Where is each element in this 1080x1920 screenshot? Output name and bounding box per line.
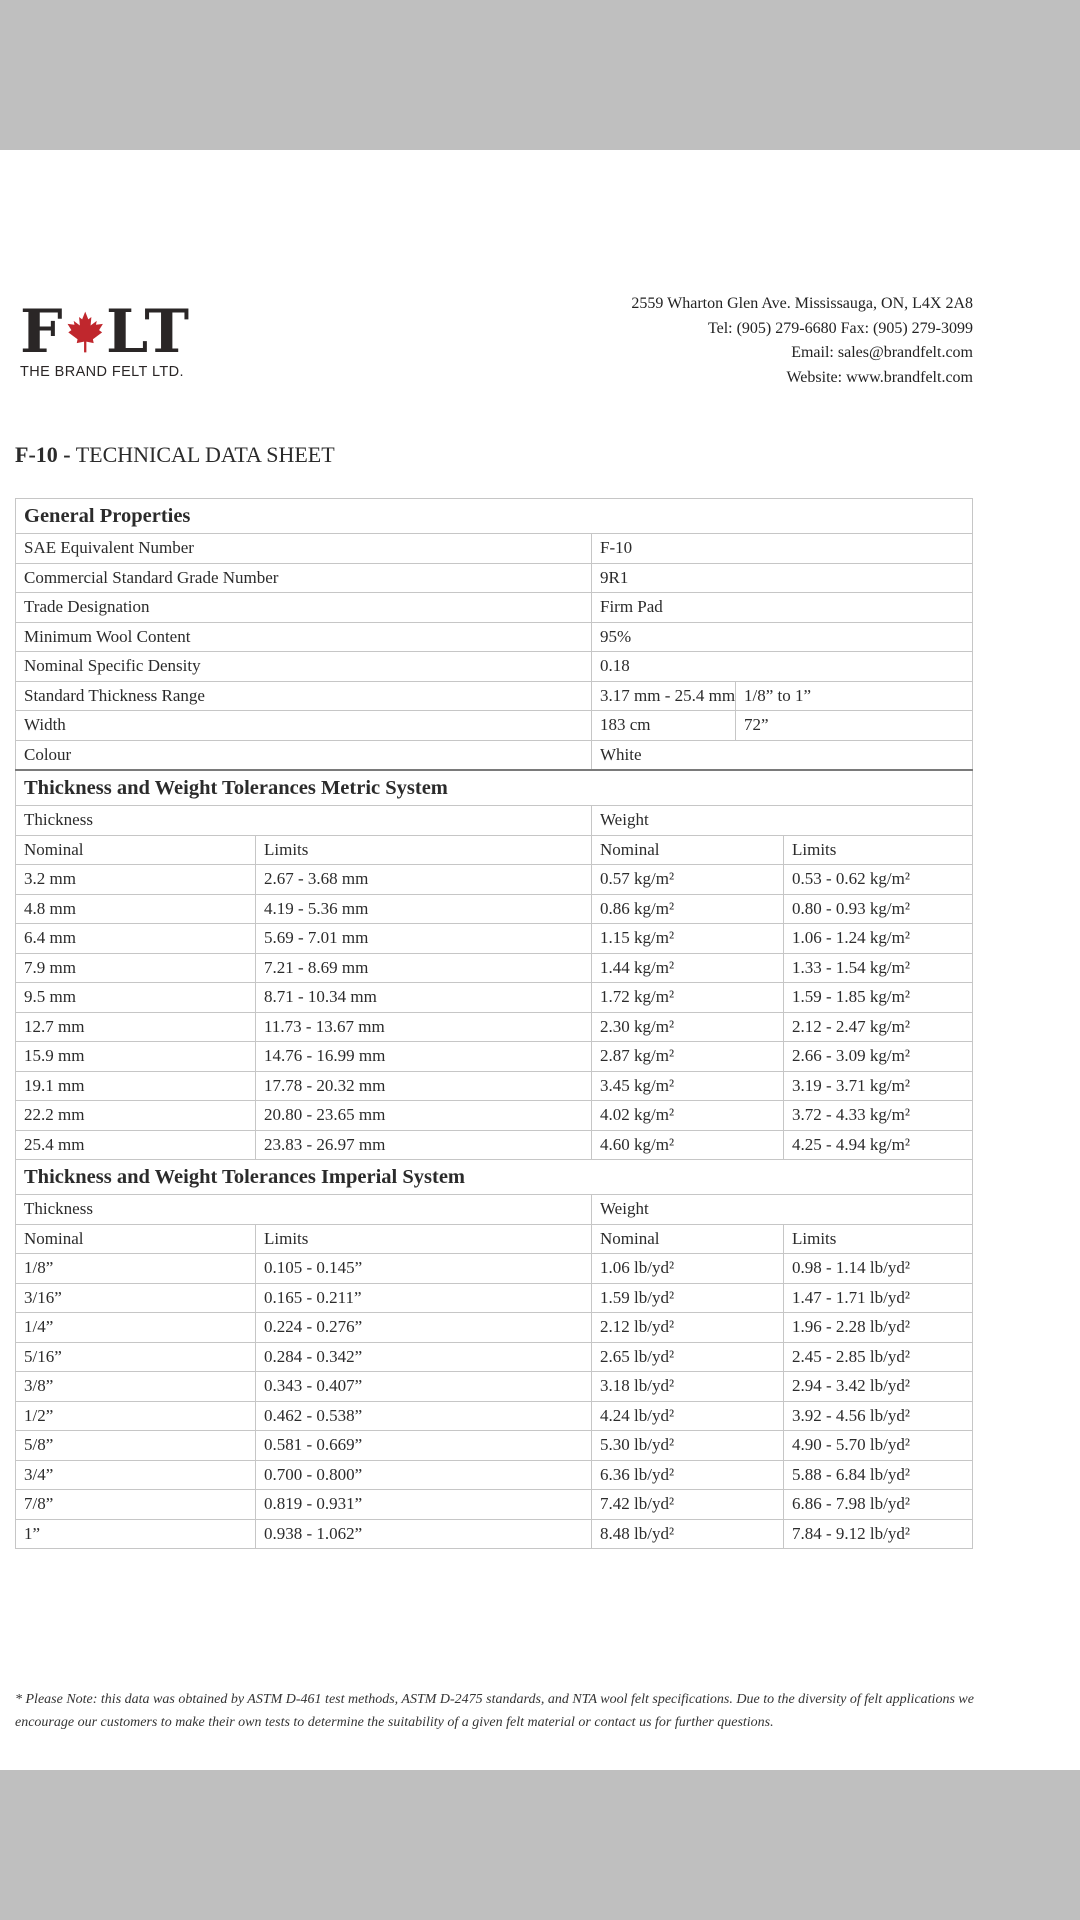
weight-nominal: 1.15 kg/m²	[592, 924, 784, 954]
group-label-weight: Weight	[592, 1195, 973, 1225]
weight-limits: 7.84 - 9.12 lb/yd²	[784, 1519, 973, 1549]
weight-limits: 4.90 - 5.70 lb/yd²	[784, 1431, 973, 1461]
thickness-limits: 23.83 - 26.97 mm	[256, 1130, 592, 1160]
thickness-limits: 0.105 - 0.145”	[256, 1254, 592, 1284]
property-value: 3.17 mm - 25.4 mm	[592, 681, 736, 711]
weight-limits: 1.47 - 1.71 lb/yd²	[784, 1283, 973, 1313]
thickness-nominal: 5/16”	[16, 1342, 256, 1372]
thickness-nominal: 3/16”	[16, 1283, 256, 1313]
section-title: Thickness and Weight Tolerances Imperial System	[16, 1160, 973, 1195]
thickness-nominal: 19.1 mm	[16, 1071, 256, 1101]
weight-limits: 0.53 - 0.62 kg/m²	[784, 865, 973, 895]
weight-nominal: 2.12 lb/yd²	[592, 1313, 784, 1343]
thickness-limits: 5.69 - 7.01 mm	[256, 924, 592, 954]
weight-limits: 2.66 - 3.09 kg/m²	[784, 1042, 973, 1072]
thickness-nominal: 25.4 mm	[16, 1130, 256, 1160]
thickness-nominal: 22.2 mm	[16, 1101, 256, 1131]
table-row	[16, 1101, 973, 1131]
weight-limits: 0.98 - 1.14 lb/yd²	[784, 1254, 973, 1284]
product-code: F-10 -	[15, 442, 71, 467]
property-value: White	[592, 740, 973, 770]
table-row	[16, 1519, 973, 1549]
group-header-row	[16, 806, 973, 836]
logo-wordmark	[20, 297, 190, 367]
property-label: SAE Equivalent Number	[16, 534, 592, 564]
thickness-nominal: 1”	[16, 1519, 256, 1549]
property-value-alt: 1/8” to 1”	[736, 681, 973, 711]
group-label-thickness: Thickness	[16, 1195, 592, 1225]
maple-leaf-icon	[66, 305, 104, 359]
property-label: Trade Designation	[16, 593, 592, 623]
property-label: Standard Thickness Range	[16, 681, 592, 711]
table-row	[16, 1012, 973, 1042]
weight-nominal: 3.18 lb/yd²	[592, 1372, 784, 1402]
property-row	[16, 534, 973, 564]
weight-limits: 4.25 - 4.94 kg/m²	[784, 1130, 973, 1160]
property-row	[16, 593, 973, 623]
document-title-text: TECHNICAL DATA SHEET	[75, 442, 335, 467]
property-label: Colour	[16, 740, 592, 770]
weight-nominal: 1.44 kg/m²	[592, 953, 784, 983]
thickness-limits: 0.284 - 0.342”	[256, 1342, 592, 1372]
company-address: 2559 Wharton Glen Ave. Mississauga, ON, L4X 2A8	[631, 295, 973, 312]
contact-block	[631, 292, 973, 390]
thickness-limits: 0.343 - 0.407”	[256, 1372, 592, 1402]
technical-data-table	[15, 498, 973, 1549]
weight-limits: 2.12 - 2.47 kg/m²	[784, 1012, 973, 1042]
table-row	[16, 1401, 973, 1431]
table-row	[16, 1130, 973, 1160]
property-label: Commercial Standard Grade Number	[16, 563, 592, 593]
weight-nominal: 2.30 kg/m²	[592, 1012, 784, 1042]
weight-nominal: 8.48 lb/yd²	[592, 1519, 784, 1549]
document-page	[0, 150, 1080, 1770]
section-title: General Properties	[16, 499, 973, 534]
thickness-nominal: 5/8”	[16, 1431, 256, 1461]
thickness-nominal: 7.9 mm	[16, 953, 256, 983]
thickness-limits: 4.19 - 5.36 mm	[256, 894, 592, 924]
thickness-nominal: 1/2”	[16, 1401, 256, 1431]
table-row	[16, 1460, 973, 1490]
thickness-limits: 0.224 - 0.276”	[256, 1313, 592, 1343]
weight-limits: 0.80 - 0.93 kg/m²	[784, 894, 973, 924]
weight-nominal: 7.42 lb/yd²	[592, 1490, 784, 1520]
thickness-limits: 0.700 - 0.800”	[256, 1460, 592, 1490]
thickness-limits: 0.462 - 0.538”	[256, 1401, 592, 1431]
thickness-nominal: 1/4”	[16, 1313, 256, 1343]
thickness-limits: 8.71 - 10.34 mm	[256, 983, 592, 1013]
weight-limits: 1.96 - 2.28 lb/yd²	[784, 1313, 973, 1343]
weight-nominal: 0.57 kg/m²	[592, 865, 784, 895]
weight-nominal: 4.02 kg/m²	[592, 1101, 784, 1131]
column-header: Limits	[784, 1224, 973, 1254]
thickness-nominal: 4.8 mm	[16, 894, 256, 924]
group-label-thickness: Thickness	[16, 806, 592, 836]
section-header-imperial	[16, 1160, 973, 1195]
thickness-nominal: 3.2 mm	[16, 865, 256, 895]
thickness-limits: 11.73 - 13.67 mm	[256, 1012, 592, 1042]
logo-letters-lt: LT	[106, 297, 190, 367]
column-header-row	[16, 1224, 973, 1254]
table-row	[16, 1071, 973, 1101]
section-header-metric	[16, 770, 973, 806]
property-label: Minimum Wool Content	[16, 622, 592, 652]
property-value: 183 cm	[592, 711, 736, 741]
logo-letter-f: F	[20, 297, 64, 367]
thickness-nominal: 12.7 mm	[16, 1012, 256, 1042]
section-header-general	[16, 499, 973, 534]
thickness-nominal: 6.4 mm	[16, 924, 256, 954]
company-logo	[20, 297, 190, 380]
column-header: Nominal	[16, 835, 256, 865]
property-label: Width	[16, 711, 592, 741]
table-row	[16, 953, 973, 983]
table-row	[16, 1342, 973, 1372]
weight-limits: 2.45 - 2.85 lb/yd²	[784, 1342, 973, 1372]
weight-nominal: 5.30 lb/yd²	[592, 1431, 784, 1461]
footnote: * Please Note: this data was obtained by ASTM D-461 test methods, ASTM D-2475 standards, and NTA wool felt specifications. Due to the diversity of felt applications we encourage our customers to make their own tests to determine the suitability of a given felt material or contact us for further questions.	[15, 1692, 974, 1730]
thickness-nominal: 15.9 mm	[16, 1042, 256, 1072]
thickness-limits: 0.938 - 1.062”	[256, 1519, 592, 1549]
weight-nominal: 1.06 lb/yd²	[592, 1254, 784, 1284]
column-header: Limits	[256, 835, 592, 865]
weight-nominal: 4.60 kg/m²	[592, 1130, 784, 1160]
document-title	[15, 442, 335, 468]
thickness-limits: 0.819 - 0.931”	[256, 1490, 592, 1520]
weight-nominal: 0.86 kg/m²	[592, 894, 784, 924]
table-row	[16, 1042, 973, 1072]
thickness-nominal: 9.5 mm	[16, 983, 256, 1013]
thickness-nominal: 1/8”	[16, 1254, 256, 1284]
table-row	[16, 1490, 973, 1520]
thickness-limits: 20.80 - 23.65 mm	[256, 1101, 592, 1131]
thickness-nominal: 3/8”	[16, 1372, 256, 1402]
table-row	[16, 1283, 973, 1313]
property-value: Firm Pad	[592, 593, 973, 623]
column-header: Limits	[784, 835, 973, 865]
weight-nominal: 1.72 kg/m²	[592, 983, 784, 1013]
weight-limits: 2.94 - 3.42 lb/yd²	[784, 1372, 973, 1402]
group-label-weight: Weight	[592, 806, 973, 836]
weight-limits: 6.86 - 7.98 lb/yd²	[784, 1490, 973, 1520]
column-header: Nominal	[16, 1224, 256, 1254]
weight-nominal: 6.36 lb/yd²	[592, 1460, 784, 1490]
thickness-limits: 0.165 - 0.211”	[256, 1283, 592, 1313]
weight-limits: 3.72 - 4.33 kg/m²	[784, 1101, 973, 1131]
weight-nominal: 2.65 lb/yd²	[592, 1342, 784, 1372]
property-row	[16, 740, 973, 770]
table-row	[16, 1372, 973, 1402]
thickness-limits: 2.67 - 3.68 mm	[256, 865, 592, 895]
company-website: Website: www.brandfelt.com	[786, 368, 973, 386]
thickness-nominal: 7/8”	[16, 1490, 256, 1520]
weight-nominal: 3.45 kg/m²	[592, 1071, 784, 1101]
thickness-limits: 0.581 - 0.669”	[256, 1431, 592, 1461]
weight-limits: 1.59 - 1.85 kg/m²	[784, 983, 973, 1013]
weight-nominal: 1.59 lb/yd²	[592, 1283, 784, 1313]
thickness-limits: 14.76 - 16.99 mm	[256, 1042, 592, 1072]
group-header-row	[16, 1195, 973, 1225]
table-row	[16, 1254, 973, 1284]
property-row	[16, 622, 973, 652]
weight-limits: 1.06 - 1.24 kg/m²	[784, 924, 973, 954]
column-header: Limits	[256, 1224, 592, 1254]
property-row	[16, 563, 973, 593]
table-row	[16, 983, 973, 1013]
weight-nominal: 4.24 lb/yd²	[592, 1401, 784, 1431]
property-value: 9R1	[592, 563, 973, 593]
weight-limits: 5.88 - 6.84 lb/yd²	[784, 1460, 973, 1490]
table-row	[16, 924, 973, 954]
thickness-limits: 17.78 - 20.32 mm	[256, 1071, 592, 1101]
property-row	[16, 711, 973, 741]
property-label: Nominal Specific Density	[16, 652, 592, 682]
thickness-limits: 7.21 - 8.69 mm	[256, 953, 592, 983]
weight-limits: 1.33 - 1.54 kg/m²	[784, 953, 973, 983]
company-email: Email: sales@brandfelt.com	[791, 344, 973, 361]
property-value: 0.18	[592, 652, 973, 682]
weight-limits: 3.19 - 3.71 kg/m²	[784, 1071, 973, 1101]
thickness-nominal: 3/4”	[16, 1460, 256, 1490]
column-header: Nominal	[592, 1224, 784, 1254]
property-value: F-10	[592, 534, 973, 564]
table-row	[16, 1313, 973, 1343]
table-row	[16, 1431, 973, 1461]
weight-limits: 3.92 - 4.56 lb/yd²	[784, 1401, 973, 1431]
table-row	[16, 865, 973, 895]
property-value-alt: 72”	[736, 711, 973, 741]
property-value: 95%	[592, 622, 973, 652]
column-header: Nominal	[592, 835, 784, 865]
column-header-row	[16, 835, 973, 865]
table-row	[16, 894, 973, 924]
logo-tagline: THE BRAND FELT LTD.	[20, 364, 184, 380]
company-phone-fax: Tel: (905) 279-6680 Fax: (905) 279-3099	[707, 319, 973, 337]
property-row	[16, 652, 973, 682]
section-title: Thickness and Weight Tolerances Metric System	[16, 770, 973, 806]
property-row	[16, 681, 973, 711]
weight-nominal: 2.87 kg/m²	[592, 1042, 784, 1072]
